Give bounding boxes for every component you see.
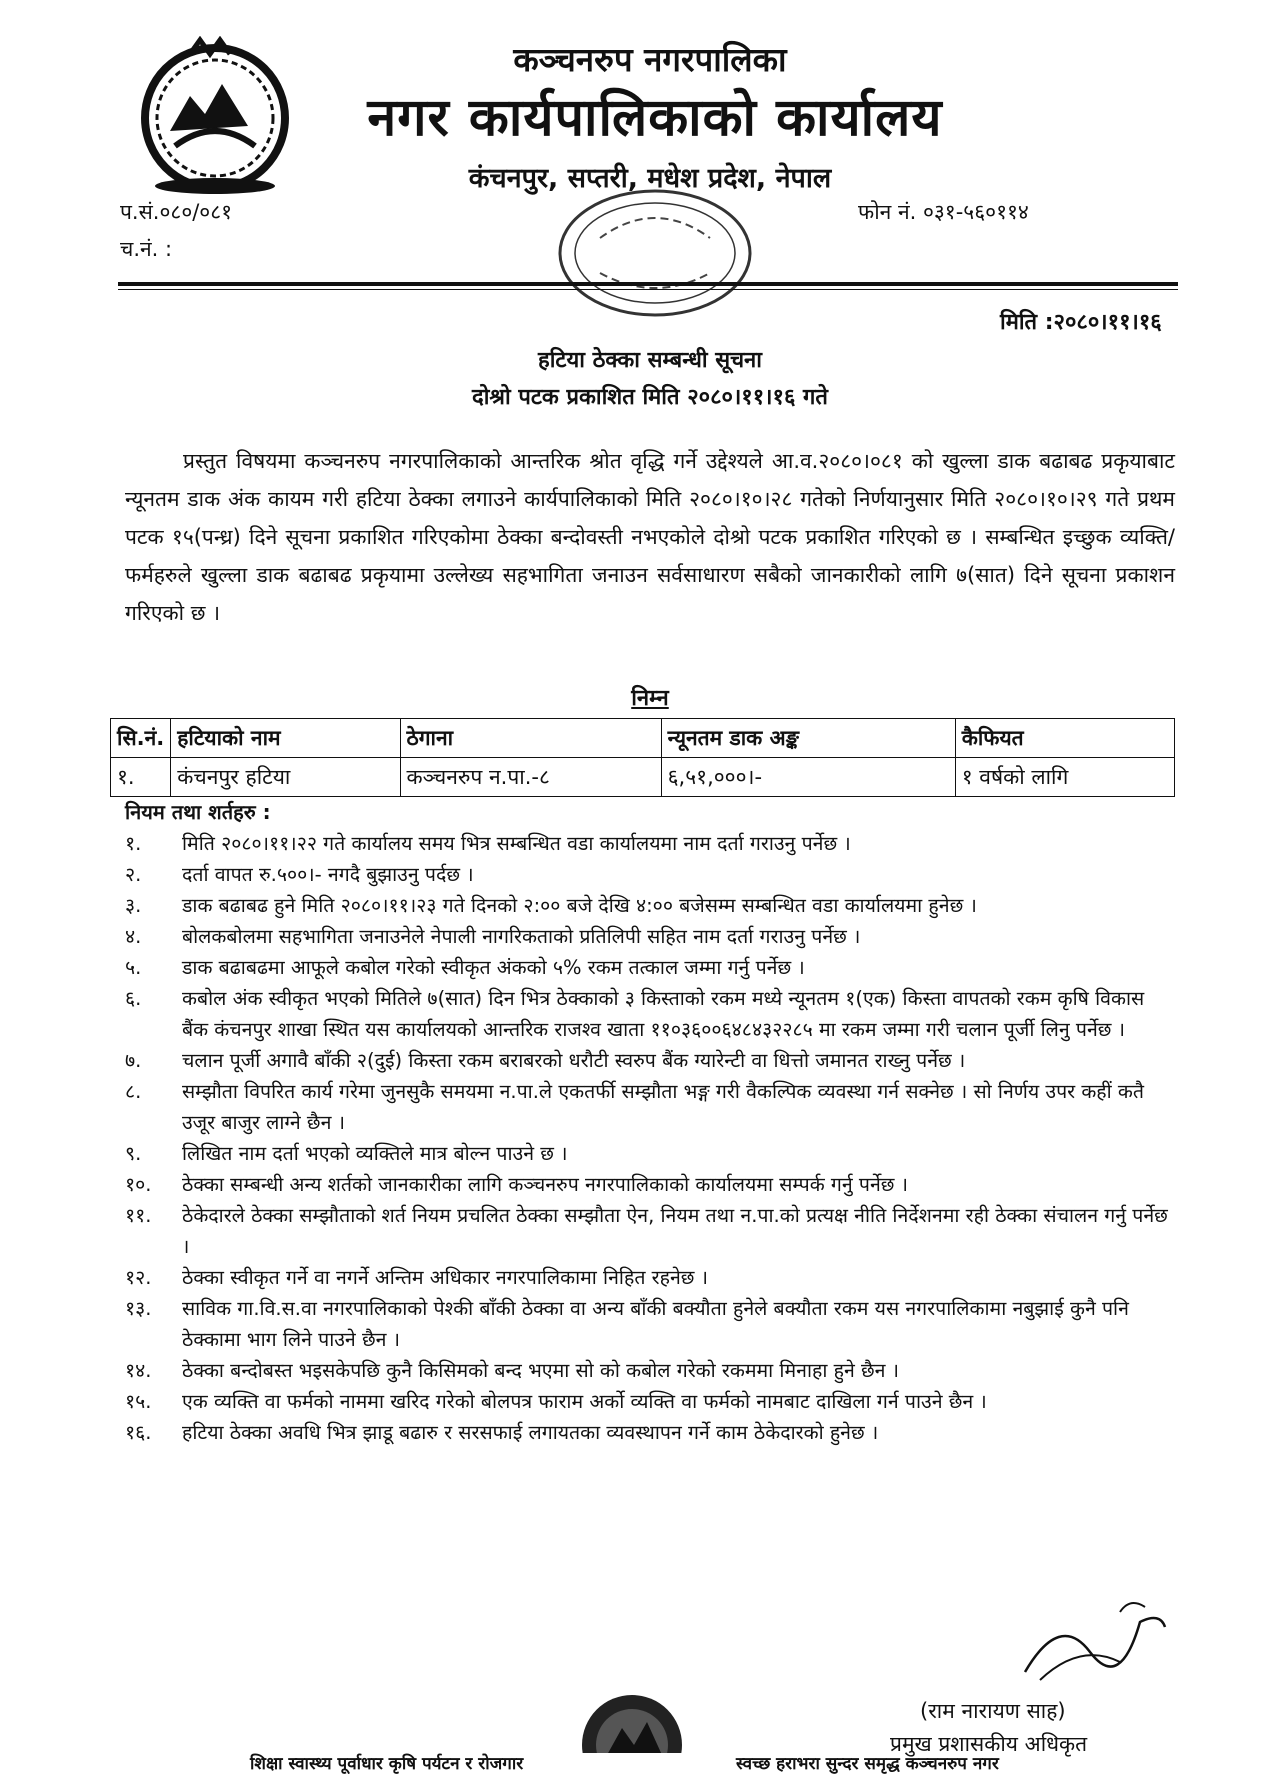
condition-text: ठेकेदारले ठेक्का सम्झौताको शर्त नियम प्रचलित ठेक्का सम्झौता ऐन, नियम तथा न.पा.को प्रत्यक्ष नीति निर्देशनमा रही ठेक्का संचालन गर्नु पर्नेछ । xyxy=(182,1204,1168,1258)
table-cell: कंचनपुर हटिया xyxy=(171,758,400,797)
condition-item xyxy=(125,1076,1175,1138)
condition-item xyxy=(125,1169,1175,1200)
table-header-cell: न्यूनतम डाक अङ्क xyxy=(661,719,955,758)
condition-item xyxy=(125,859,1175,890)
table-cell: कञ्चनरुप न.पा.-८ xyxy=(400,758,661,797)
notice-subtitle: दोश्रो पटक प्रकाशित मिति २०८०।११।१६ गते xyxy=(472,385,828,410)
condition-number: ११. xyxy=(125,1204,152,1227)
footer-slogan-right: स्वच्छ हराभरा सुन्दर समृद्ध कञ्चनरुप नगर xyxy=(736,1754,999,1774)
condition-number: १५. xyxy=(125,1390,152,1413)
condition-text: हटिया ठेक्का अवधि भित्र झाडू बढारु र सरसफाई लगायतका व्यवस्थापन गर्ने काम ठेकेदारको हुनेछ । xyxy=(182,1421,879,1444)
condition-number: ४. xyxy=(125,925,142,948)
table-heading: निम्न xyxy=(631,686,669,711)
table-cell: १. xyxy=(111,758,171,797)
table-row xyxy=(111,758,1175,797)
condition-text: एक व्यक्ति वा फर्मको नाममा खरिद गरेको बोलपत्र फाराम अर्को व्यक्ति वा फर्मको नामबाट दाखिला गर्न पाउने छैन । xyxy=(182,1390,987,1413)
condition-item xyxy=(125,1386,1175,1417)
condition-text: ठेक्का स्वीकृत गर्ने वा नगर्ने अन्तिम अधिकार नगरपालिकामा निहित रहनेछ । xyxy=(182,1266,709,1289)
footer-slogan-left: शिक्षा स्वास्थ्य पूर्वाधार कृषि पर्यटन र रोजगार xyxy=(250,1754,524,1774)
condition-item xyxy=(125,1045,1175,1076)
signatory-name: (राम नारायण साह) xyxy=(920,1699,1066,1723)
header-divider-thin xyxy=(118,289,1178,290)
office-address: कंचनपुर, सप्तरी, मधेश प्रदेश, नेपाल xyxy=(468,163,832,194)
condition-number: १. xyxy=(125,832,142,855)
condition-item xyxy=(125,1293,1175,1355)
phone-number: फोन नं. ०३१-५६०११४ xyxy=(858,200,1029,224)
footer-office-seal xyxy=(572,1690,692,1753)
condition-item xyxy=(125,1355,1175,1386)
condition-number: १३. xyxy=(125,1297,152,1320)
office-stamp-seal xyxy=(540,178,770,328)
condition-text: ठेक्का सम्बन्धी अन्य शर्तको जानकारीका लागि कञ्चनरुप नगरपालिकाको कार्यालयमा सम्पर्क गर्नु पर्नेछ । xyxy=(182,1173,909,1196)
condition-item xyxy=(125,921,1175,952)
table-header-cell: ठेगाना xyxy=(400,719,661,758)
condition-number: ९. xyxy=(125,1142,142,1165)
tender-table xyxy=(110,718,1175,797)
table-header-cell: सि.नं. xyxy=(111,719,171,758)
condition-text: दर्ता वापत रु.५००।- नगदै बुझाउनु पर्दछ । xyxy=(182,863,474,886)
condition-number: ७. xyxy=(125,1049,142,1072)
condition-number: १४. xyxy=(125,1359,152,1382)
notice-body-paragraph: प्रस्तुत विषयमा कञ्चनरुप नगरपालिकाको आन्तरिक श्रोत वृद्धि गर्ने उद्देश्यले आ.व.२०८०।०८१ को खुल्ला डाक बढाबढ प्रकृयाबाट न्यूनतम डाक अंक कायम गरी हटिया ठेक्का लगाउने कार्यपालिकाको मिति २०८०।१०।२८ गतेको निर्णयानुसार मिति २०८०।१०।२९ गते प्रथम पटक १५(पन्ध्र) दिने सूचना प्रकाशित गरिएकोमा ठेक्का बन्दोवस्ती नभएकोले दोश्रो पटक प्रकाशित गरिएको छ । सम्बन्धित इच्छुक व्यक्ति/फर्महरुले खुल्ला डाक बढाबढ प्रकृयामा उल्लेख्य सहभागिता जनाउन सर्वसाधारण सबैको जानकारीको लागि ७(सात) दिने सूचना प्रकाशन गरिएको छ । xyxy=(125,449,1175,625)
condition-text: डाक बढाबढ हुने मिति २०८०।११।२३ गते दिनको २:०० बजे देखि ४:०० बजेसम्म सम्बन्धित वडा कार्यालयमा हुनेछ । xyxy=(182,894,977,917)
table-header-cell: हटियाको नाम xyxy=(171,719,400,758)
table-header-row xyxy=(111,719,1175,758)
condition-item xyxy=(125,952,1175,983)
condition-item xyxy=(125,983,1175,1045)
header-divider xyxy=(118,282,1178,286)
condition-number: ५. xyxy=(125,956,142,979)
condition-number: १०. xyxy=(125,1173,152,1196)
condition-number: २. xyxy=(125,863,142,886)
table-cell: ६,५१,०००।- xyxy=(661,758,955,797)
condition-text: लिखित नाम दर्ता भएको व्यक्तिले मात्र बोल्न पाउने छ । xyxy=(182,1142,568,1165)
condition-text: बोलकबोलमा सहभागिता जनाउनेले नेपाली नागरिकताको प्रतिलिपी सहित नाम दर्ता गराउनु पर्नेछ । xyxy=(182,925,861,948)
condition-number: ८. xyxy=(125,1080,142,1103)
handwritten-signature xyxy=(1020,1592,1170,1682)
dispatch-number: च.नं. : xyxy=(120,237,173,261)
reference-number: प.सं.०८०/०८१ xyxy=(120,200,233,224)
conditions-list xyxy=(125,828,1175,1448)
condition-item xyxy=(125,1417,1175,1448)
notice-title: हटिया ठेक्का सम्बन्धी सूचना xyxy=(538,348,762,373)
table-header-cell: कैफियत xyxy=(955,719,1174,758)
condition-item xyxy=(125,1262,1175,1293)
notice-date: मिति :२०८०।११।१६ xyxy=(1000,310,1162,335)
conditions-heading: नियम तथा शर्तहरु : xyxy=(125,800,271,824)
office-name: नगर कार्यपालिकाको कार्यालय xyxy=(367,88,943,148)
condition-text: कबोल अंक स्वीकृत भएको मितिले ७(सात) दिन भित्र ठेक्काको ३ किस्ताको रकम मध्ये न्यूनतम १(एक) किस्ता वापतको रकम कृषि विकास बैंक कंचनपुर शाखा स्थित यस कार्यालयको आन्तरिक राजश्व खाता ११०३६००६४८४३२२८५ मा रकम जम्मा गरी चलान पूर्जी लिनु पर्नेछ । xyxy=(182,987,1145,1041)
condition-text: मिति २०८०।११।२२ गते कार्यालय समय भित्र सम्बन्धित वडा कार्यालयमा नाम दर्ता गराउनु पर्नेछ । xyxy=(182,832,851,855)
signatory-title: प्रमुख प्रशासकीय अधिकृत xyxy=(890,1732,1088,1756)
nepal-emblem-logo xyxy=(130,36,300,196)
municipality-name: कञ्चनरुप नगरपालिका xyxy=(513,40,787,79)
condition-item xyxy=(125,1138,1175,1169)
condition-text: सम्झौता विपरित कार्य गरेमा जुनसुकै समयमा न.पा.ले एकतर्फी सम्झौता भङ्ग गरी वैकल्पिक व्यवस्था गर्न सक्नेछ । सो निर्णय उपर कहीं कतै उजूर बाजुर लाग्ने छैन । xyxy=(182,1080,1144,1134)
condition-number: ३. xyxy=(125,894,142,917)
condition-item xyxy=(125,890,1175,921)
condition-number: १६. xyxy=(125,1421,152,1444)
condition-number: १२. xyxy=(125,1266,152,1289)
condition-text: ठेक्का बन्दोबस्त भइसकेपछि कुनै किसिमको बन्द भएमा सो को कबोल गरेको रकममा मिनाहा हुने छैन । xyxy=(182,1359,900,1382)
condition-number: ६. xyxy=(125,987,142,1010)
condition-text: चलान पूर्जी अगावै बाँकी २(दुई) किस्ता रकम बराबरको धरौटी स्वरुप बैंक ग्यारेन्टी वा धित्तो जमानत राख्नु पर्नेछ । xyxy=(182,1049,966,1072)
condition-item xyxy=(125,828,1175,859)
condition-text: साविक गा.वि.स.वा नगरपालिकाको पेश्की बाँकी ठेक्का वा अन्य बाँकी बक्यौता हुनेले बक्यौता रकम यस नगरपालिकामा नबुझाई कुनै पनि ठेक्कामा भाग लिने पाउने छैन । xyxy=(182,1297,1129,1351)
footer-seal-clip xyxy=(572,1690,692,1753)
table-cell: १ वर्षको लागि xyxy=(955,758,1174,797)
condition-item xyxy=(125,1200,1175,1262)
condition-text: डाक बढाबढमा आफूले कबोल गरेको स्वीकृत अंकको ५% रकम तत्काल जम्मा गर्नु पर्नेछ । xyxy=(182,956,805,979)
